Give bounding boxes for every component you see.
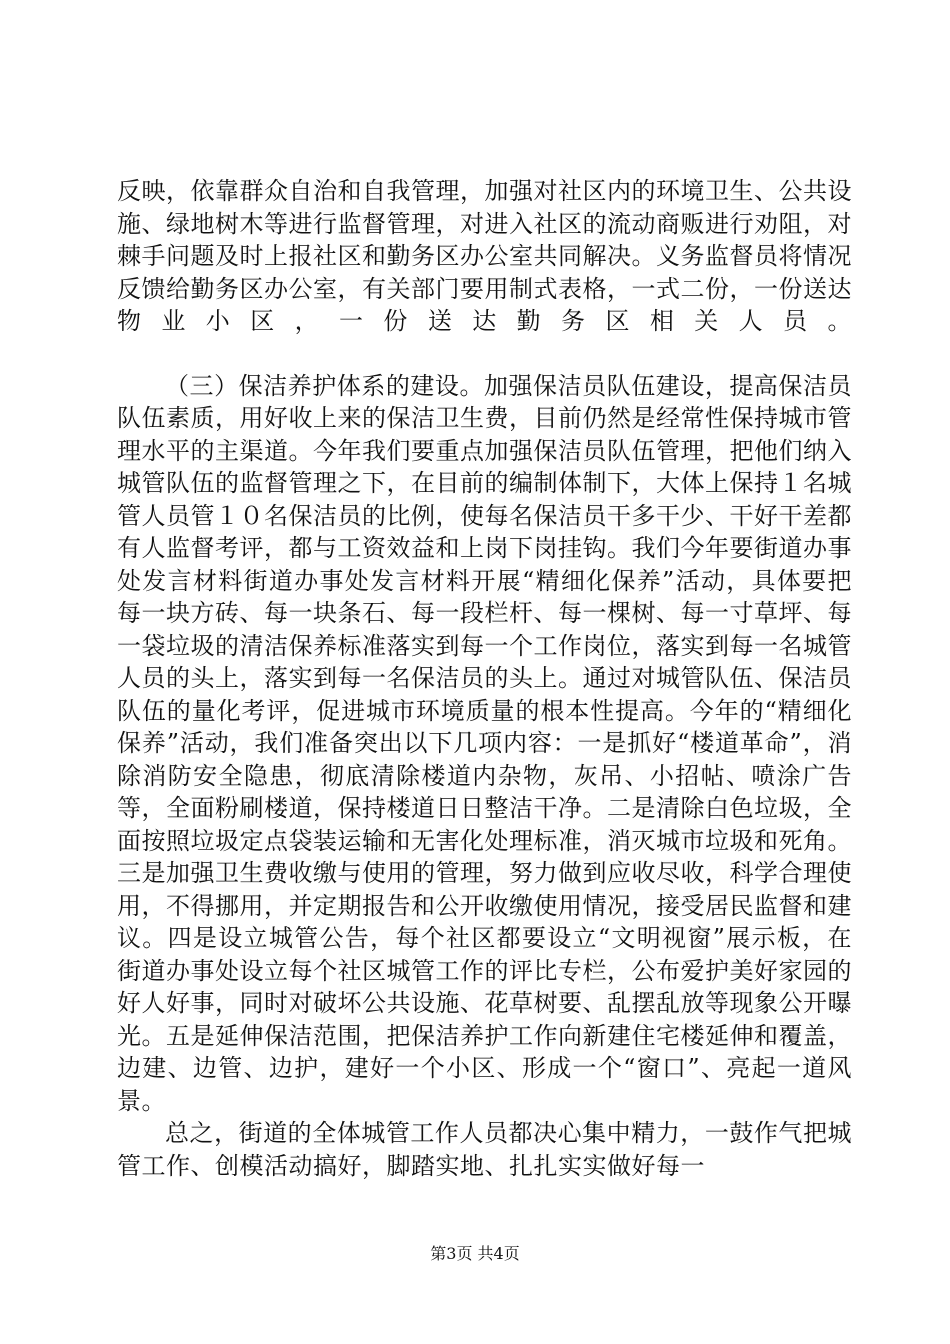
document-body [117, 175, 852, 1182]
page-number-footer: 第3页 共4页 [430, 1244, 520, 1263]
paragraph-gap [117, 338, 852, 370]
paragraph-continued: 反映，依靠群众自治和自我管理，加强对社区内的环境卫生、公共设施、绿地树木等进行监督管理，对进入社区的流动商贩进行劝阻，对棘手问题及时上报社区和勤务区办公室共同解决。义务监督员将情况反馈给勤务区办公室，有关部门要用制式表格，一式二份，一份送达物业小区，一份送达勤务区相关人员。 [117, 177, 852, 335]
paragraph-conclusion: 总之，街道的全体城管工作人员都决心集中精力，一鼓作气把城管工作、创模活动搞好，脚踏实地、扎扎实实做好每一 [117, 1119, 852, 1180]
paragraph-cleaning-system: （三）保洁养护体系的建设。加强保洁员队伍建设，提高保洁员队伍素质，用好收上来的保洁卫生费，目前仍然是经常性保持城市管理水平的主渠道。今年我们要重点加强保洁员队伍管理，把他们纳入城管队伍的监督管理之下，在目前的编制体制下，大体上保持１名城管人员管１０名保洁员的比例，使每名保洁员干多干少、干好干差都有人监督考评，都与工资效益和上岗下岗挂钩。我们今年要街道办事处发言材料街道办事处发言材料开展“精细化保养”活动，具体要把每一块方砖、每一块条石、每一段栏杆、每一棵树、每一寸草坪、每一袋垃圾的清洁保养标准落实到每一个工作岗位，落实到每一名城管人员的头上，落实到每一名保洁员的头上。通过对城管队伍、保洁员队伍的量化考评，促进城市环境质量的根本性提高。今年的“精细化保养”活动，我们准备突出以下几项内容：一是抓好“楼道革命”，消除消防安全隐患，彻底清除楼道内杂物，灰吊、小招帖、喷涂广告等，全面粉刷楼道，保持楼道日日整洁干净。二是清除白色垃圾，全面按照垃圾定点袋装运输和无害化处理标准，消灭城市垃圾和死角。三是加强卫生费收缴与使用的管理，努力做到应收尽收，科学合理使用，不得挪用，并定期报告和公开收缴使用情况，接受居民监督和建议。四是设立城管公告，每个社区都要设立“文明视窗”展示板，在街道办事处设立每个社区城管工作的评比专栏，公布爱护美好家园的好人好事，同时对破坏公共设施、花草树要、乱摆乱放等现象公开曝光。五是延伸保洁范围，把保洁养护工作向新建住宅楼延伸和覆盖，边建、边管、边护，建好一个小区、形成一个“窗口”、亮起一道风景。 [117, 371, 852, 1115]
